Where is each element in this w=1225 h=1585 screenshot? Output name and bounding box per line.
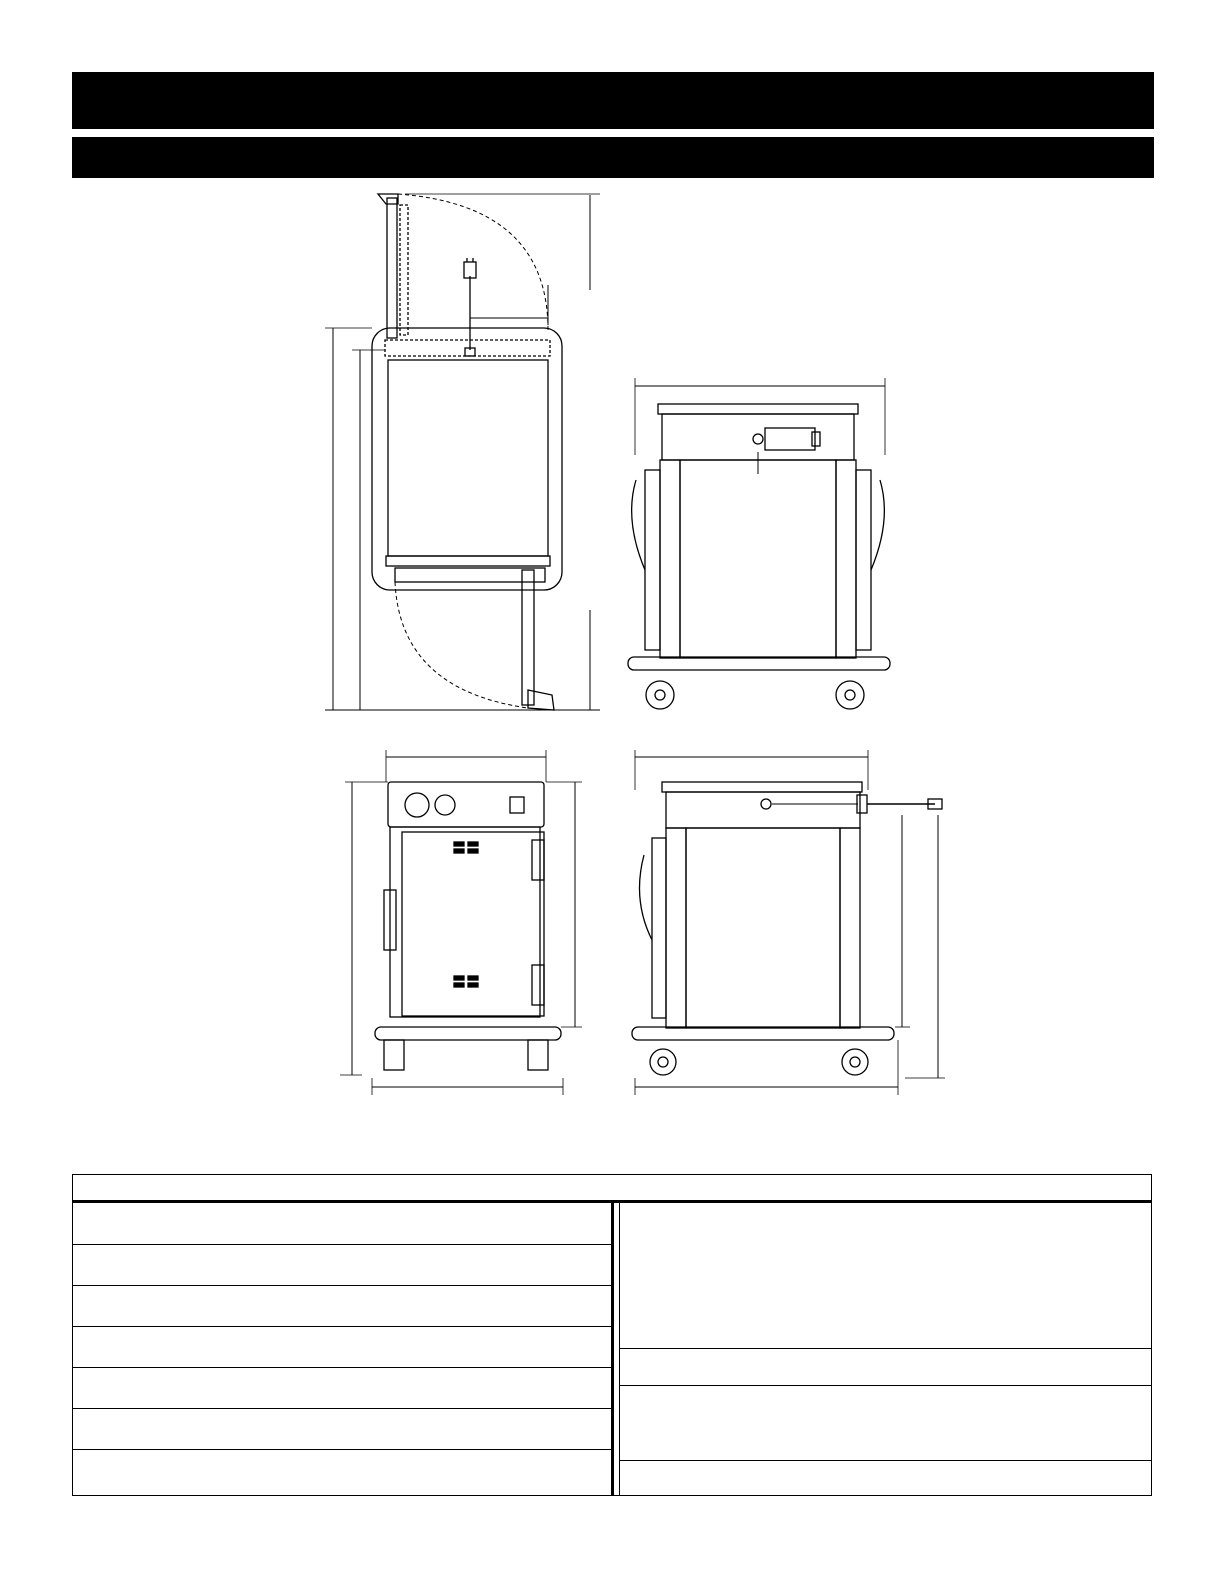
upper-hinge	[532, 840, 544, 880]
spec-cell	[73, 1449, 611, 1461]
spec-cell	[73, 1326, 611, 1338]
side-top-trim	[662, 782, 862, 792]
spec-table-header	[73, 1175, 1151, 1203]
front-panel	[386, 556, 550, 566]
spec-row	[620, 1460, 1151, 1495]
spec-row	[620, 1385, 1151, 1461]
cabinet-bumper	[372, 328, 562, 590]
rear-base-deck	[628, 657, 890, 670]
spec-cell	[620, 1348, 1151, 1360]
spec-row	[73, 1367, 611, 1409]
side-handle	[640, 855, 653, 940]
side-base-deck	[632, 1027, 894, 1040]
side-right-post	[840, 828, 860, 1028]
door-latch	[378, 194, 398, 204]
rear-top-trim	[658, 404, 858, 414]
front-door	[402, 832, 544, 1016]
spec-cell	[73, 1367, 611, 1379]
spec-cell	[620, 1460, 1151, 1472]
spec-table	[72, 1174, 1152, 1496]
side-panel	[686, 828, 840, 1028]
front-caster-left	[384, 1040, 404, 1070]
spec-cell	[73, 1203, 611, 1215]
lower-hinge	[532, 965, 544, 1005]
cabinet-top	[388, 360, 548, 556]
spec-row	[73, 1244, 611, 1286]
front-caster-right	[528, 1040, 548, 1070]
rear-caster-left	[646, 681, 674, 709]
door-hinge-outline	[400, 205, 408, 335]
front-frame	[390, 827, 540, 1017]
front-control-panel	[388, 782, 544, 827]
side-caster-left	[650, 1049, 676, 1075]
spec-row	[620, 1348, 1151, 1386]
rear-view	[628, 378, 890, 709]
power-switch-icon	[510, 797, 524, 813]
rear-left-bumper	[645, 470, 660, 650]
rear-left-handle	[632, 480, 645, 570]
door-handle-lower	[528, 690, 554, 710]
side-left-post	[666, 828, 686, 1028]
side-bumper	[652, 838, 666, 1018]
side-view	[632, 750, 945, 1095]
rear-control-box	[765, 428, 815, 450]
spec-cell	[620, 1385, 1151, 1397]
front-view	[340, 750, 582, 1095]
spec-row	[73, 1408, 611, 1450]
spec-cell	[73, 1408, 611, 1420]
side-vent-icon	[761, 799, 771, 809]
front-base-deck	[375, 1027, 561, 1040]
top-view	[325, 194, 600, 710]
humidity-dial-icon	[435, 795, 455, 815]
rear-panel	[680, 460, 836, 658]
rear-right-post	[836, 460, 856, 658]
side-top-panel	[666, 792, 860, 828]
spec-cell	[73, 1244, 611, 1256]
door-swing-arc-lower	[395, 582, 528, 708]
spec-right-column	[619, 1203, 1151, 1495]
spec-cell	[73, 1285, 611, 1297]
rear-left-post	[660, 460, 680, 658]
spec-row	[73, 1285, 611, 1327]
spec-table-title	[73, 1175, 1151, 1187]
rear-caster-right	[836, 681, 864, 709]
spec-cell	[620, 1203, 1151, 1215]
side-cord-outlet	[857, 795, 867, 813]
rear-right-bumper	[856, 470, 871, 650]
side-caster-right	[842, 1049, 868, 1075]
spec-row	[73, 1449, 611, 1495]
spec-left-column	[73, 1203, 614, 1495]
open-door-upper	[387, 198, 397, 338]
spec-row	[73, 1203, 611, 1245]
rear-right-handle	[871, 480, 884, 570]
rear-vent-icon	[753, 434, 763, 444]
power-plug	[464, 262, 476, 278]
thermostat-dial-icon	[405, 793, 429, 817]
spec-row	[620, 1203, 1151, 1349]
spec-row	[73, 1326, 611, 1368]
